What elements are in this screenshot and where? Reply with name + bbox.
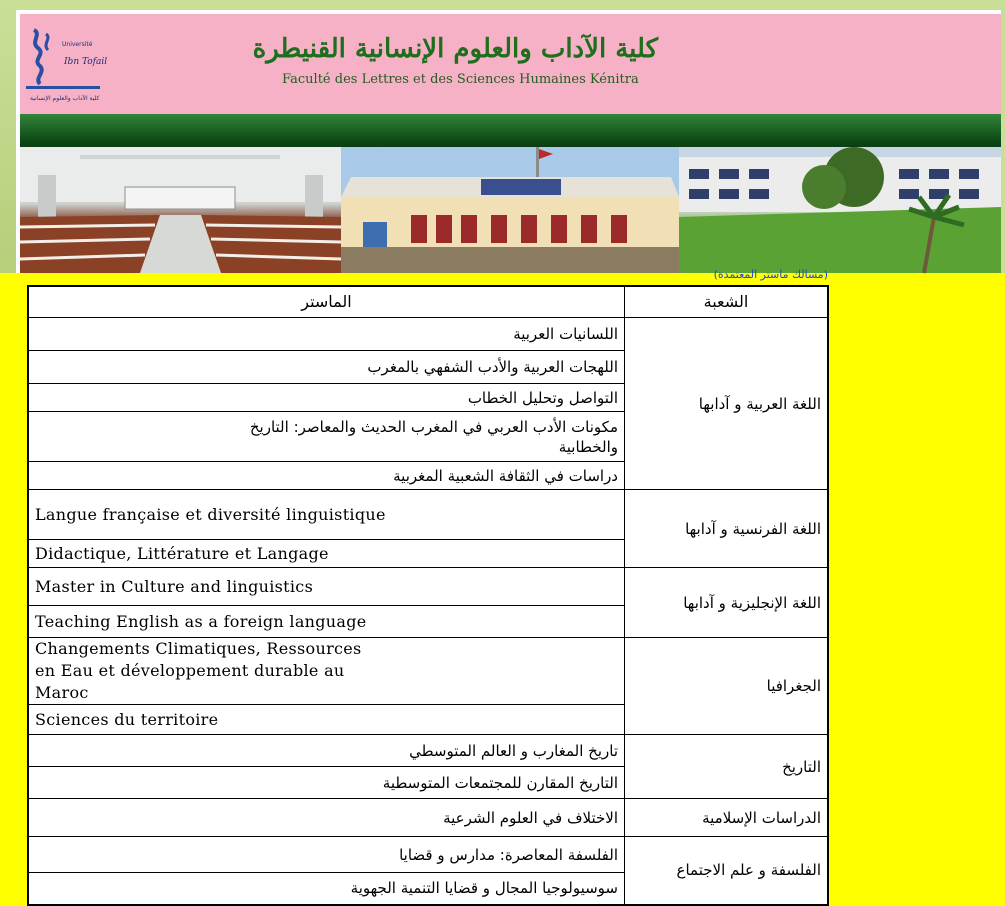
- branch-cell: الجغرافيا: [625, 638, 829, 735]
- page-frame-left: [0, 0, 16, 273]
- header-nav-bar: [20, 114, 1001, 147]
- table-header-row: [28, 286, 828, 318]
- master-cell: التواصل وتحليل الخطاب: [28, 384, 625, 412]
- table-row: [28, 837, 828, 873]
- svg-text:Ibn Tofail: Ibn Tofail: [64, 57, 108, 67]
- column-header-master: الماستر: [28, 286, 625, 318]
- master-cell: التاريخ المقارن للمجتمعات المتوسطية: [28, 767, 625, 799]
- master-cell: تاريخ المغارب و العالم المتوسطي: [28, 735, 625, 767]
- table-row: [28, 735, 828, 767]
- master-cell: الاختلاف في العلوم الشرعية: [28, 799, 625, 837]
- branch-cell: اللغة العربية و آدابها: [625, 318, 829, 490]
- header-photo-strip: [20, 147, 1001, 273]
- master-cell: سوسيولوجيا المجال و قضايا التنمية الجهوية: [28, 873, 625, 905]
- site-header: [16, 10, 1001, 273]
- table-row: [28, 490, 828, 540]
- logo-emblem-icon: [24, 24, 108, 106]
- section-caption: (مسالك ماستر المعتمدة): [713, 268, 828, 281]
- table-row: [28, 318, 828, 351]
- branch-cell: التاريخ: [625, 735, 829, 799]
- faculty-title-arabic: كلية الآداب والعلوم الإنسانية القنيطرة: [252, 34, 658, 64]
- master-cell: Langue française et diversité linguistique: [28, 490, 625, 540]
- table-row: [28, 799, 828, 837]
- lecture-hall-image: [20, 147, 341, 273]
- master-cell: اللسانيات العربية: [28, 318, 625, 351]
- master-cell: اللهجات العربية والأدب الشفهي بالمغرب: [28, 351, 625, 384]
- faculty-building-image: [341, 147, 679, 273]
- master-cell: دراسات في الثقافة الشعبية المغربية: [28, 462, 625, 490]
- campus-garden-image: [679, 147, 1001, 273]
- campus-garden-photo: [679, 147, 1001, 273]
- branch-cell: الدراسات الإسلامية: [625, 799, 829, 837]
- master-cell: Didactique, Littérature et Langage: [28, 540, 625, 568]
- svg-text:Université: Université: [62, 41, 93, 48]
- table-row: [28, 568, 828, 606]
- master-cell: Sciences du territoire: [28, 705, 625, 735]
- column-header-branch: الشعبة: [625, 286, 829, 318]
- table-row: [28, 638, 828, 705]
- master-cell: مكونات الأدب العربي في المغرب الحديث والمعاصر: التاريخ والخطابية: [28, 412, 625, 462]
- master-programs-table: [27, 285, 829, 906]
- branch-cell: اللغة الإنجليزية و آدابها: [625, 568, 829, 638]
- master-cell: Master in Culture and linguistics: [28, 568, 625, 606]
- lecture-hall-photo: [20, 147, 341, 273]
- svg-text:كلية الآداب والعلوم الإنسانية: كلية الآداب والعلوم الإنسانية: [30, 95, 100, 102]
- branch-cell: الفلسفة و علم الاجتماع: [625, 837, 829, 905]
- university-logo[interactable]: [24, 24, 108, 106]
- master-cell: Teaching English as a foreign language: [28, 606, 625, 638]
- header-banner: [20, 14, 1001, 114]
- master-cell: Changements Climatiques, Ressources en Eau et développement durable au Maroc: [28, 638, 625, 705]
- branch-cell: اللغة الفرنسية و آدابها: [625, 490, 829, 568]
- faculty-title-french: Faculté des Lettres et des Sciences Humaines Kénitra: [282, 72, 639, 87]
- master-cell: الفلسفة المعاصرة: مدارس و قضايا: [28, 837, 625, 873]
- faculty-building-photo: [341, 147, 679, 273]
